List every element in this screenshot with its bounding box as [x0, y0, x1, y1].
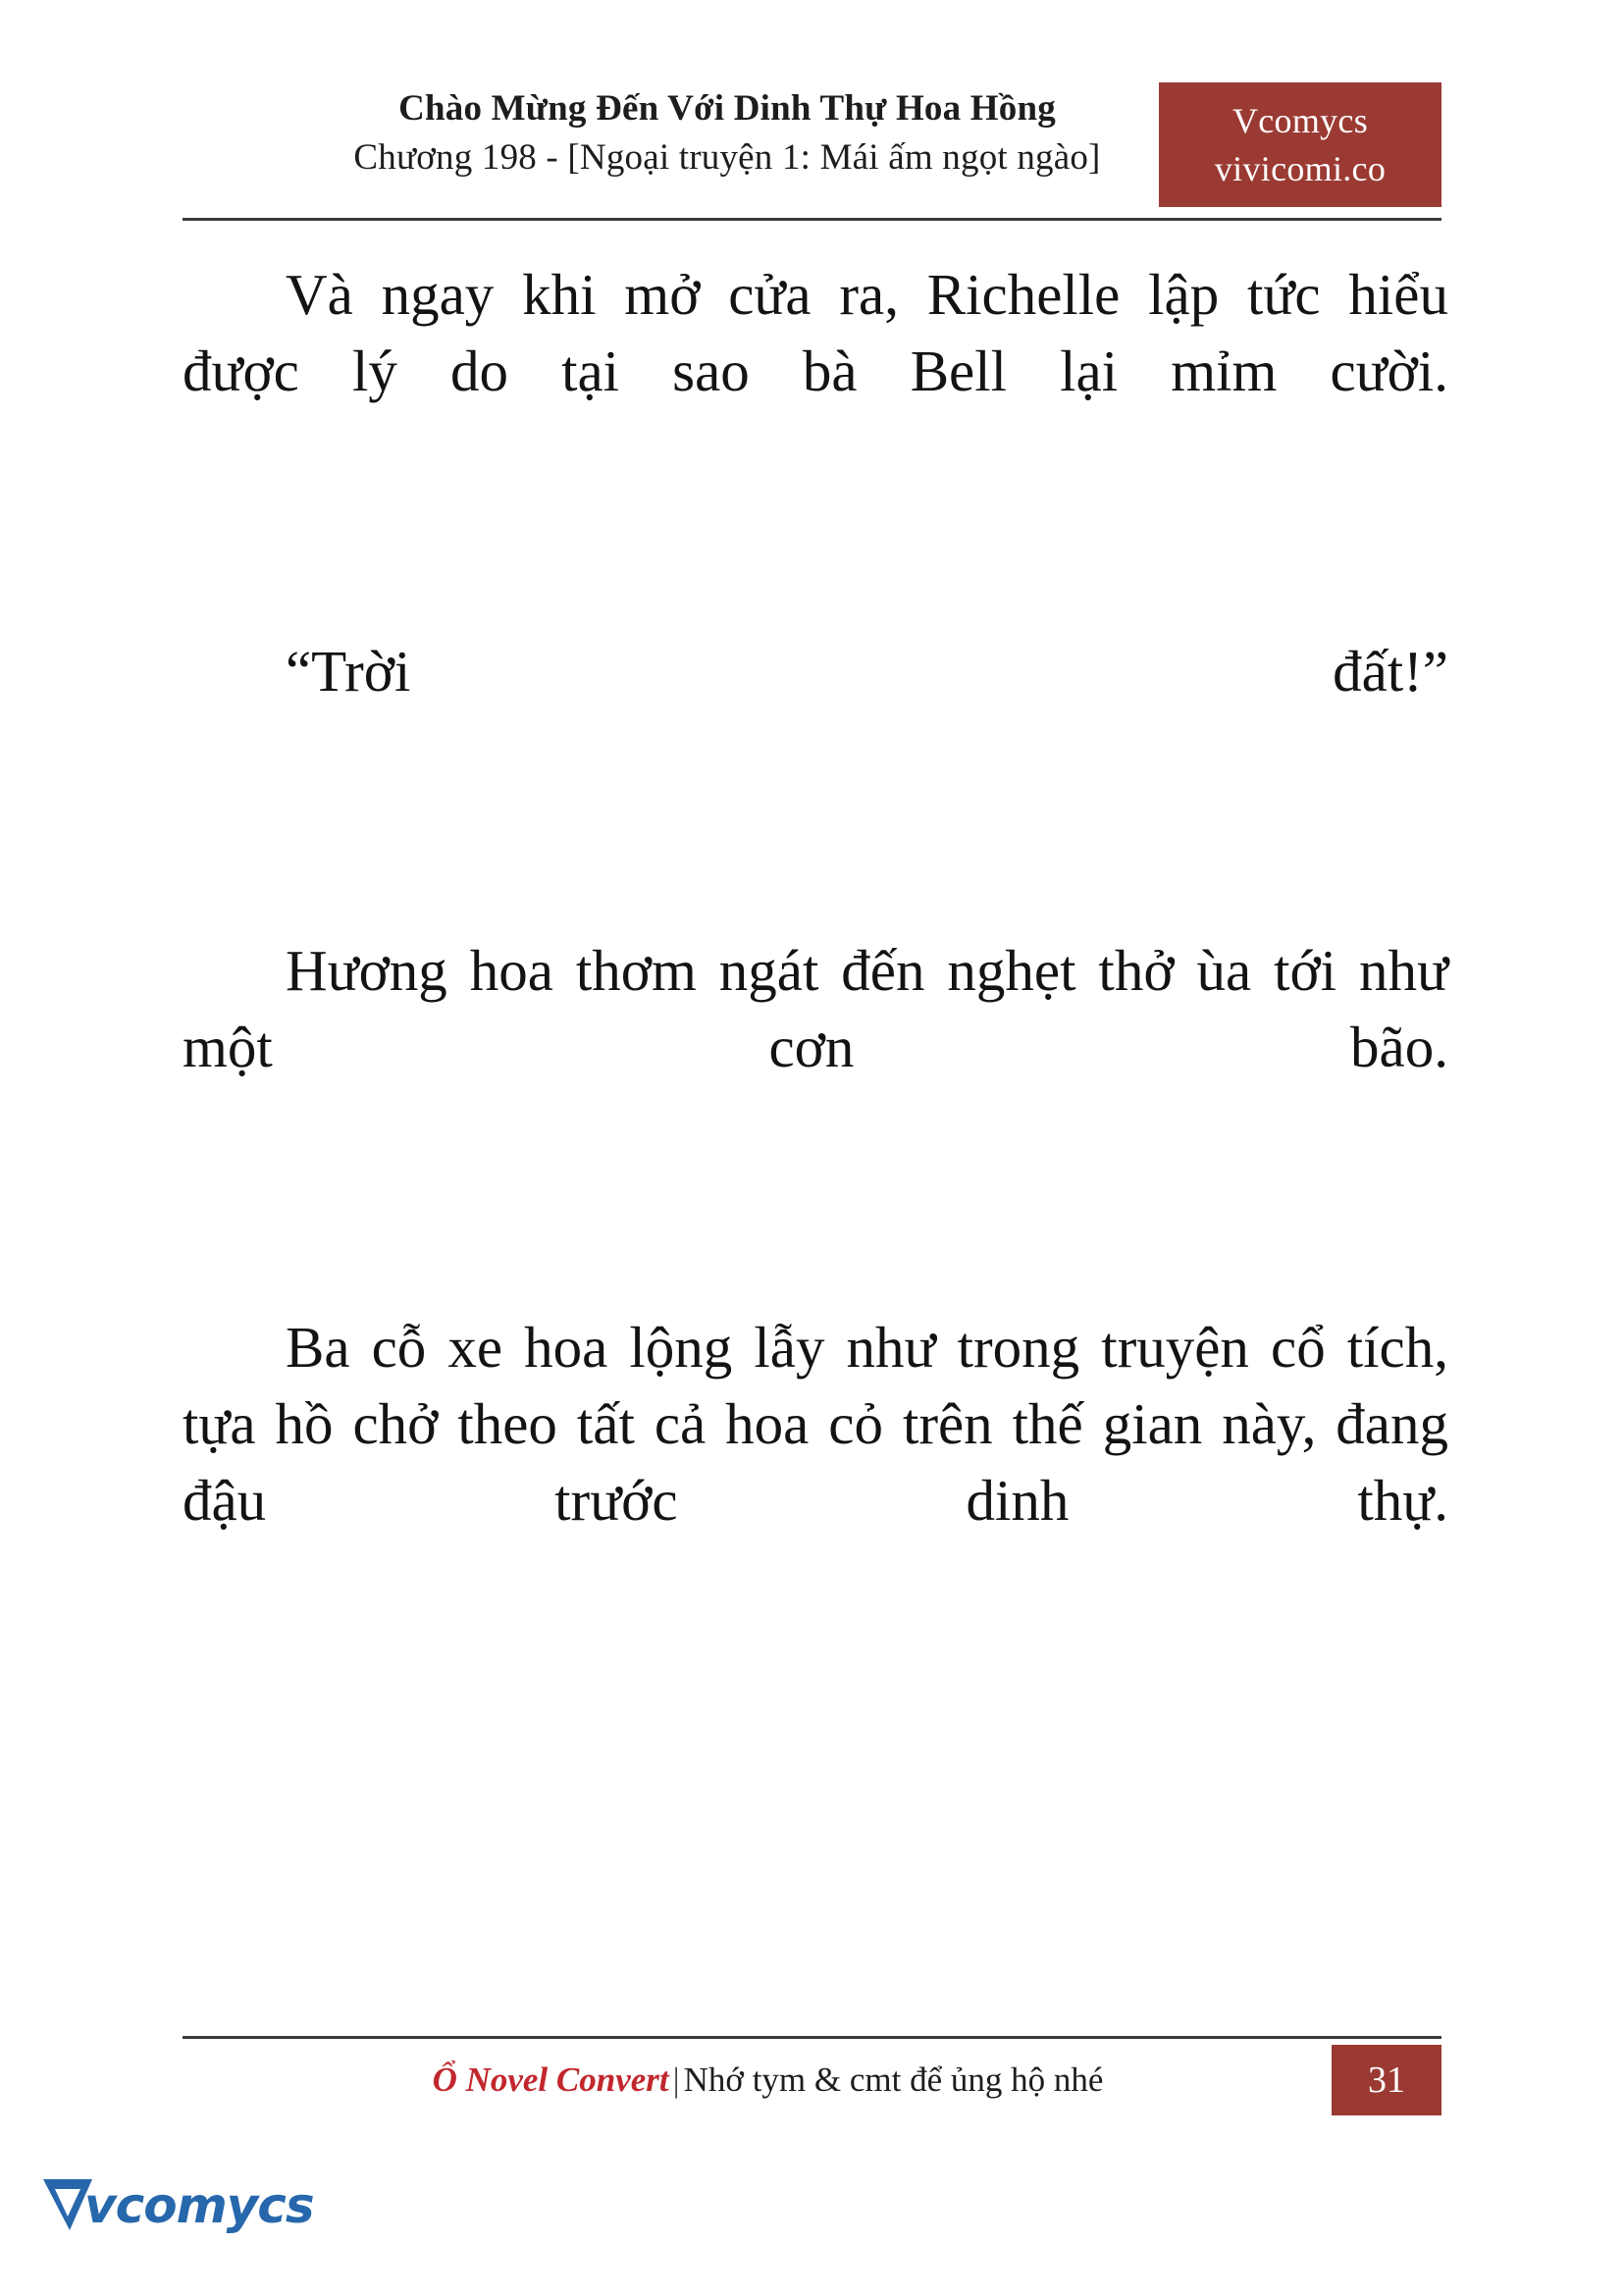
brand-url: vivicomi.co	[1214, 148, 1387, 188]
footer-text-block	[183, 2039, 1441, 2112]
page-number-badge	[1332, 2045, 1441, 2115]
paragraph: Hương hoa thơm ngát đến nghẹt thở ùa tới như một cơn bão.	[183, 938, 1448, 1080]
brand-name: Vcomycs	[1231, 100, 1369, 140]
footer-separator: |	[672, 2060, 680, 2099]
paragraph: “Trời đất!”	[286, 638, 1448, 704]
header-title-line-2: Chương 198 - [Ngoại truyện 1: Mái ấm ngọt ngào]	[353, 136, 1101, 178]
watermark-logo	[39, 2169, 314, 2260]
footer-brand: Ổ Novel Convert	[432, 2060, 669, 2099]
header-title-block	[183, 84, 1272, 182]
footer-note-wrapper	[433, 2060, 1104, 2100]
page-number: 31	[1368, 2060, 1405, 2101]
header-title-line-1: Chào Mừng Đến Với Dinh Thự Hoa Hồng	[398, 88, 1056, 129]
watermark-label: vcomycs	[84, 2177, 314, 2234]
brand-badge	[1159, 82, 1441, 207]
page-content	[183, 257, 1448, 1616]
page-header	[183, 84, 1441, 221]
paragraph: Và ngay khi mở cửa ra, Richelle lập tức hiểu được lý do tại sao bà Bell lại mỉm cười.	[183, 262, 1448, 403]
footer-note: Nhớ tym & cmt để ủng hộ nhé	[683, 2060, 1104, 2099]
paragraph: Ba cỗ xe hoa lộng lẫy như trong truyện cổ tích, tựa hồ chở theo tất cả hoa cỏ trên thế gian này, đang đậu trước dinh thự.	[183, 1315, 1448, 1533]
page-footer	[183, 2036, 1441, 2112]
